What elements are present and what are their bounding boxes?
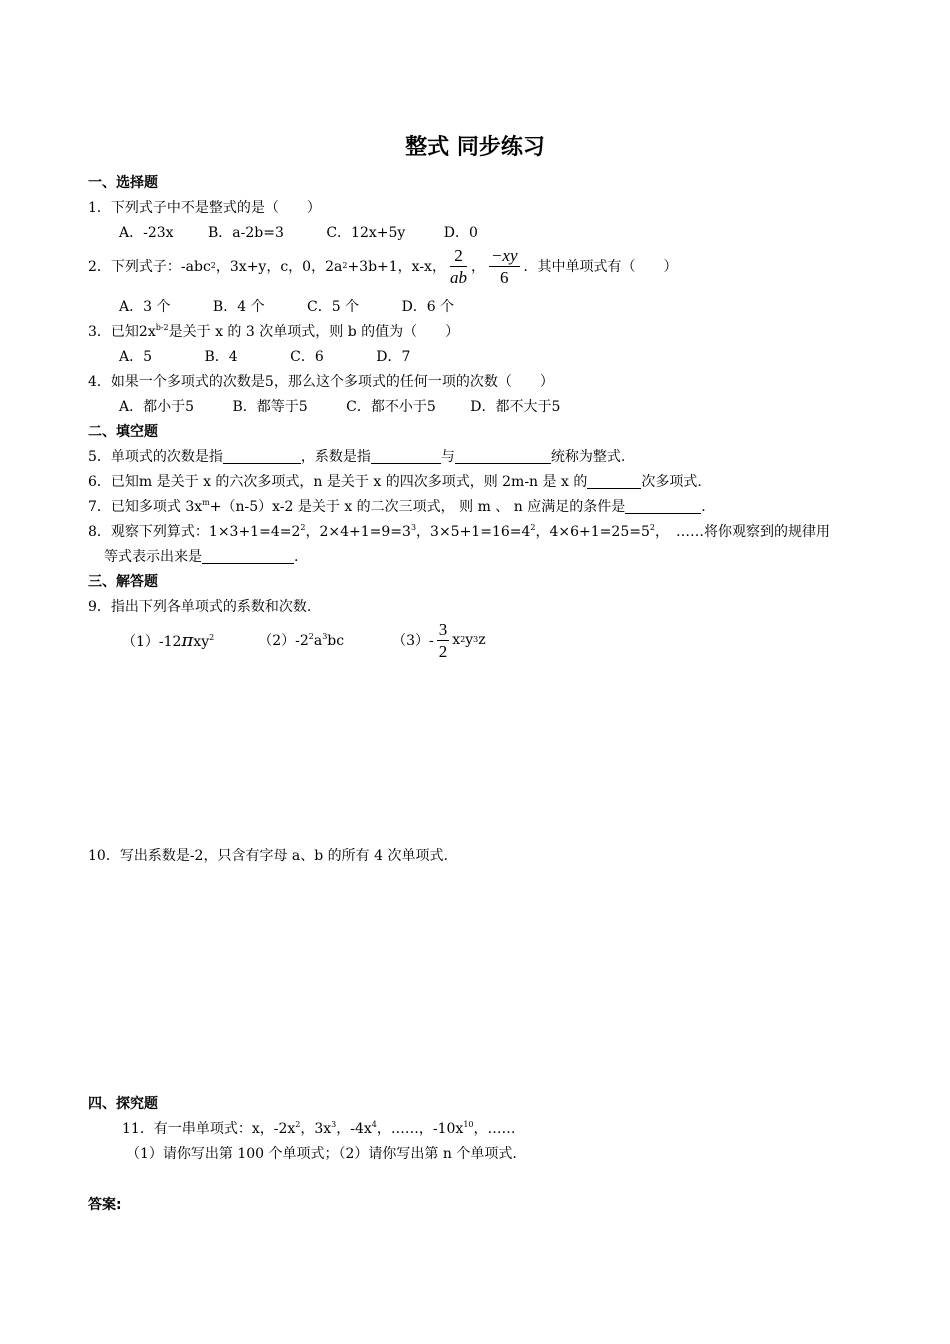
answer-blank[interactable] [223, 449, 301, 464]
question-11-stem [122, 1118, 516, 1138]
q9-item-2-var-a: a [313, 633, 323, 649]
pi-symbol: π [181, 629, 194, 651]
option-a: A．3 个 [119, 299, 171, 315]
q3-text-prefix: 3．已知2x [88, 324, 156, 340]
option-d: D．都不大于5 [470, 399, 561, 415]
q6-text-1: 6．已知m 是关于 x 的六次多项式，n 是关于 x 的四次多项式，则 2m-n 是 x 的 [88, 474, 588, 490]
q2-fraction-xy-over-6 [489, 245, 520, 288]
q6-text-2: 次多项式. [641, 474, 702, 490]
answer-blank[interactable] [202, 549, 294, 564]
question-2-stem: 2．下列式子：-abc 2 ，3x+y，c，0，2a 2 +3b+1，x-x， $\frac{2}{ab}$ ， $\frac{-xy}{6}$ ．其中单项式有（ ） [88, 245, 678, 287]
question-1-stem: 1．下列式子中不是整式的是（ ） [88, 200, 321, 216]
question-5 [88, 446, 625, 466]
q9-item-2 [258, 630, 344, 650]
q11-text-5: ，…… [473, 1121, 516, 1137]
section-heading-explore: 四、探究题 [88, 1096, 158, 1112]
q9-item-1-exp: 2 [209, 632, 215, 642]
option-a: A．都小于5 [119, 399, 195, 415]
q8-exp-3: 2 [530, 523, 536, 532]
q7-exp: m [202, 498, 210, 507]
question-11-subparts: （1）请你写出第 100 个单项式；（2）请你写出第 n 个单项式. [126, 1146, 517, 1162]
q9-item-2-var-bc: bc [327, 633, 345, 649]
q3-text-suffix: 是关于 x 的 3 次单项式，则 b 的值为（ ） [168, 324, 460, 340]
q11-exp-4: 10 [463, 1120, 474, 1129]
answer-heading: 答案: [88, 1197, 122, 1213]
option-c: C．5 个 [307, 299, 360, 315]
q9-item-3-text: （3）- [392, 633, 434, 649]
q9-fraction-3-over-2 [437, 619, 450, 662]
question-4-stem: 4．如果一个多项式的次数是5，那么这个多项式的任何一项的次数（ ） [88, 374, 554, 390]
q5-text-2: ，系数是指 [300, 449, 371, 465]
option-d: D．0 [443, 225, 478, 241]
question-6 [88, 471, 702, 491]
question-9-stem: 9．指出下列各单项式的系数和次数. [88, 599, 312, 615]
q8-text-2: ，2×4+1=9=3 [305, 524, 411, 540]
q9-item-1 [122, 630, 214, 651]
q9-item-3-var-z: z [478, 632, 486, 648]
q9-item-2-exp2: 3 [322, 632, 328, 641]
q9-item-3-var-y: y [465, 632, 474, 648]
q3-exp: b-2 [155, 323, 169, 332]
option-b: B．4 [204, 349, 238, 365]
fraction-numerator: 2 [450, 245, 467, 267]
section-heading-fill: 二、填空题 [88, 424, 158, 440]
q11-exp-3: 4 [371, 1120, 377, 1129]
q2-text-prefix: 2．下列式子：-abc [88, 259, 211, 275]
fraction-numerator: 3 [438, 619, 448, 639]
q5-text-1: 5．单项式的次数是指 [88, 449, 223, 465]
q8-text-5: ， ……将你观察到的规律用 [654, 524, 830, 540]
option-a: A．5 [119, 349, 153, 365]
question-8-line-1 [88, 521, 830, 541]
fraction-numerator: −xy [490, 245, 518, 265]
q5-text-4: 统称为整式. [550, 449, 626, 465]
fraction-denominator: ab [449, 267, 467, 287]
q2-text-suffix: ．其中单项式有（ ） [523, 259, 678, 275]
q9-item-2-exp1: 2 [308, 632, 314, 641]
q11-text-3: ，-4x [336, 1121, 372, 1137]
question-3-options [119, 346, 436, 366]
q8-line2-text: 等式表示出来是 [104, 549, 202, 565]
q9-item-1-var: xy [193, 633, 210, 650]
option-d: D．6 个 [401, 299, 455, 315]
section-heading-choice: 一、选择题 [88, 175, 158, 191]
answer-blank[interactable] [371, 449, 441, 464]
q11-text-4: ，……，-10x [376, 1121, 464, 1137]
fraction-denominator: 2 [438, 641, 448, 661]
q5-text-3: 与 [440, 449, 455, 465]
question-9-items [122, 618, 486, 662]
option-d: D．7 [376, 349, 411, 365]
q7-text-3: . [701, 499, 706, 515]
option-c: C．6 [290, 349, 324, 365]
option-c: C．都不小于5 [346, 399, 436, 415]
q9-item-3-var-x: x [452, 632, 461, 648]
q7-text-1: 7．已知多项式 3x [88, 499, 203, 515]
answer-blank[interactable] [625, 499, 701, 514]
option-b: B．a-2b=3 [208, 225, 284, 241]
q2-fraction-2-over-ab [450, 245, 467, 288]
q9-item-2-text: （2）-2 [258, 633, 309, 649]
q11-exp-1: 2 [295, 1120, 301, 1129]
q8-text-1: 8．观察下列算式：1×3+1=4=2 [88, 524, 301, 540]
q11-text-1: 11．有一串单项式：x，-2x [122, 1121, 296, 1137]
q8-exp-1: 2 [300, 523, 306, 532]
question-4-options [119, 396, 586, 416]
fraction-denominator: 6 [499, 267, 509, 287]
q2-text-mid2: +3b+1，x-x， [347, 259, 446, 275]
question-10-stem: 10．写出系数是-2，只含有字母 a、b 的所有 4 次单项式. [88, 848, 448, 864]
q8-exp-4: 2 [649, 523, 655, 532]
q8-text-3: ，3×5+1=16=4 [416, 524, 531, 540]
question-7 [88, 496, 706, 516]
page-title: 整式 同步练习 [405, 135, 545, 160]
question-3-stem [88, 321, 459, 341]
question-1-options [119, 222, 504, 242]
q8-exp-2: 3 [410, 523, 417, 532]
section-heading-solve: 三、解答题 [88, 574, 158, 590]
answer-blank[interactable] [455, 449, 551, 464]
question-8-line-2 [104, 546, 298, 566]
q11-exp-2: 3 [331, 1120, 337, 1129]
q11-text-2: ，3x [300, 1121, 332, 1137]
answer-blank[interactable] [587, 474, 641, 489]
option-c: C．12x+5y [326, 225, 406, 241]
option-b: B．4 个 [212, 299, 265, 315]
q9-item-3: （3）- $\frac{3}{2}$ x 2 y 3 z [392, 619, 486, 661]
q2-text-mid1: ，3x+y，c，0，2a [215, 259, 343, 275]
q7-text-2: +（n-5）x-2 是关于 x 的二次三项式， 则 m 、 n 应满足的条件是 [209, 499, 626, 515]
option-a: A．-23x [119, 225, 174, 241]
q8-end: . [294, 549, 299, 565]
q8-text-4: ，4×6+1=25=5 [535, 524, 650, 540]
q2-comma: ， [470, 259, 485, 275]
question-2-options [119, 296, 480, 316]
option-b: B．都等于5 [232, 399, 308, 415]
q9-item-1-text: （1）-12 [122, 633, 182, 650]
